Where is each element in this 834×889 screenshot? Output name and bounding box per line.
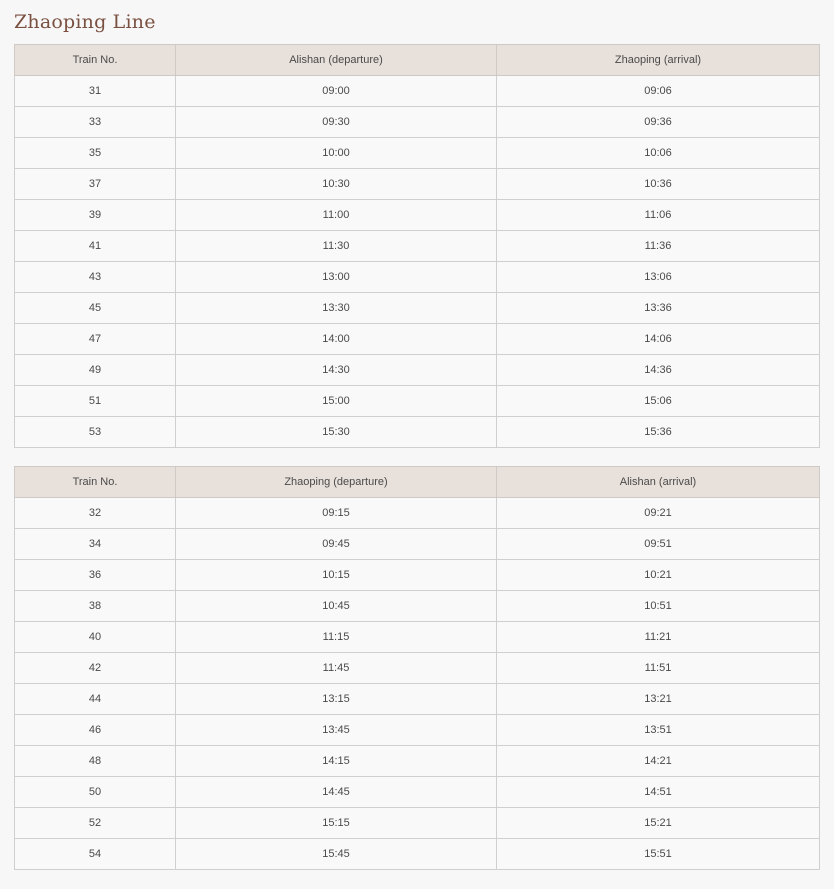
- arrival-time-cell: 10:36: [497, 169, 820, 200]
- train-number-cell: 34: [15, 529, 176, 560]
- train-number-cell: 46: [15, 715, 176, 746]
- train-number-cell: 53: [15, 417, 176, 448]
- departure-time-cell: 10:15: [176, 560, 497, 591]
- departure-time-cell: 14:45: [176, 777, 497, 808]
- train-number-cell: 38: [15, 591, 176, 622]
- departure-time-cell: 10:00: [176, 138, 497, 169]
- departure-time-cell: 15:45: [176, 839, 497, 870]
- table-row: [15, 231, 820, 262]
- arrival-time-cell: 11:36: [497, 231, 820, 262]
- departure-time-cell: 15:30: [176, 417, 497, 448]
- departure-time-cell: 13:15: [176, 684, 497, 715]
- table-row: [15, 138, 820, 169]
- train-number-cell: 47: [15, 324, 176, 355]
- train-number-cell: 48: [15, 746, 176, 777]
- departure-time-cell: 11:30: [176, 231, 497, 262]
- table-row: [15, 808, 820, 839]
- arrival-time-cell: 15:06: [497, 386, 820, 417]
- table-row: [15, 839, 820, 870]
- departure-time-cell: 11:45: [176, 653, 497, 684]
- train-number-cell: 52: [15, 808, 176, 839]
- table-row: [15, 76, 820, 107]
- arrival-time-cell: 15:36: [497, 417, 820, 448]
- departure-time-cell: 10:30: [176, 169, 497, 200]
- table-row: [15, 293, 820, 324]
- table-row: [15, 169, 820, 200]
- train-number-cell: 32: [15, 498, 176, 529]
- train-number-cell: 35: [15, 138, 176, 169]
- arrival-time-cell: 13:21: [497, 684, 820, 715]
- arrival-time-cell: 14:21: [497, 746, 820, 777]
- table-header-row: [15, 45, 820, 76]
- page-title: Zhaoping Line: [14, 11, 156, 33]
- train-number-cell: 33: [15, 107, 176, 138]
- table-row: [15, 529, 820, 560]
- arrival-time-cell: 10:21: [497, 560, 820, 591]
- table-row: [15, 355, 820, 386]
- table-row: [15, 417, 820, 448]
- departure-time-cell: 09:15: [176, 498, 497, 529]
- table-row: [15, 560, 820, 591]
- train-number-cell: 43: [15, 262, 176, 293]
- train-number-cell: 36: [15, 560, 176, 591]
- train-number-cell: 51: [15, 386, 176, 417]
- table-row: [15, 498, 820, 529]
- train-number-cell: 42: [15, 653, 176, 684]
- arrival-time-cell: 14:36: [497, 355, 820, 386]
- column-header-train-no: Train No.: [15, 45, 176, 76]
- table-row: [15, 262, 820, 293]
- train-number-cell: 45: [15, 293, 176, 324]
- departure-time-cell: 14:15: [176, 746, 497, 777]
- table-row: [15, 591, 820, 622]
- arrival-time-cell: 09:51: [497, 529, 820, 560]
- table-row: [15, 200, 820, 231]
- train-number-cell: 41: [15, 231, 176, 262]
- table-row: [15, 684, 820, 715]
- departure-time-cell: 13:45: [176, 715, 497, 746]
- column-header-arrival: Alishan (arrival): [497, 467, 820, 498]
- timetable-zhaoping-to-alishan: [14, 466, 820, 870]
- departure-time-cell: 09:45: [176, 529, 497, 560]
- departure-time-cell: 11:15: [176, 622, 497, 653]
- train-number-cell: 40: [15, 622, 176, 653]
- departure-time-cell: 14:00: [176, 324, 497, 355]
- train-number-cell: 49: [15, 355, 176, 386]
- column-header-train-no: Train No.: [15, 467, 176, 498]
- departure-time-cell: 15:00: [176, 386, 497, 417]
- arrival-time-cell: 13:51: [497, 715, 820, 746]
- column-header-departure: Alishan (departure): [176, 45, 497, 76]
- table-row: [15, 746, 820, 777]
- arrival-time-cell: 09:36: [497, 107, 820, 138]
- column-header-arrival: Zhaoping (arrival): [497, 45, 820, 76]
- train-number-cell: 54: [15, 839, 176, 870]
- departure-time-cell: 11:00: [176, 200, 497, 231]
- arrival-time-cell: 14:51: [497, 777, 820, 808]
- departure-time-cell: 09:00: [176, 76, 497, 107]
- arrival-time-cell: 11:51: [497, 653, 820, 684]
- departure-time-cell: 13:00: [176, 262, 497, 293]
- arrival-time-cell: 13:06: [497, 262, 820, 293]
- train-number-cell: 37: [15, 169, 176, 200]
- arrival-time-cell: 15:51: [497, 839, 820, 870]
- table-row: [15, 324, 820, 355]
- departure-time-cell: 10:45: [176, 591, 497, 622]
- timetable-alishan-to-zhaoping: [14, 44, 820, 448]
- train-number-cell: 39: [15, 200, 176, 231]
- departure-time-cell: 15:15: [176, 808, 497, 839]
- arrival-time-cell: 11:06: [497, 200, 820, 231]
- arrival-time-cell: 13:36: [497, 293, 820, 324]
- table-row: [15, 386, 820, 417]
- arrival-time-cell: 10:51: [497, 591, 820, 622]
- arrival-time-cell: 10:06: [497, 138, 820, 169]
- table-header-row: [15, 467, 820, 498]
- table-row: [15, 777, 820, 808]
- table-row: [15, 622, 820, 653]
- departure-time-cell: 09:30: [176, 107, 497, 138]
- train-number-cell: 44: [15, 684, 176, 715]
- arrival-time-cell: 09:21: [497, 498, 820, 529]
- column-header-departure: Zhaoping (departure): [176, 467, 497, 498]
- table-row: [15, 715, 820, 746]
- arrival-time-cell: 11:21: [497, 622, 820, 653]
- table-row: [15, 653, 820, 684]
- arrival-time-cell: 09:06: [497, 76, 820, 107]
- departure-time-cell: 13:30: [176, 293, 497, 324]
- departure-time-cell: 14:30: [176, 355, 497, 386]
- table-row: [15, 107, 820, 138]
- train-number-cell: 50: [15, 777, 176, 808]
- arrival-time-cell: 15:21: [497, 808, 820, 839]
- arrival-time-cell: 14:06: [497, 324, 820, 355]
- train-number-cell: 31: [15, 76, 176, 107]
